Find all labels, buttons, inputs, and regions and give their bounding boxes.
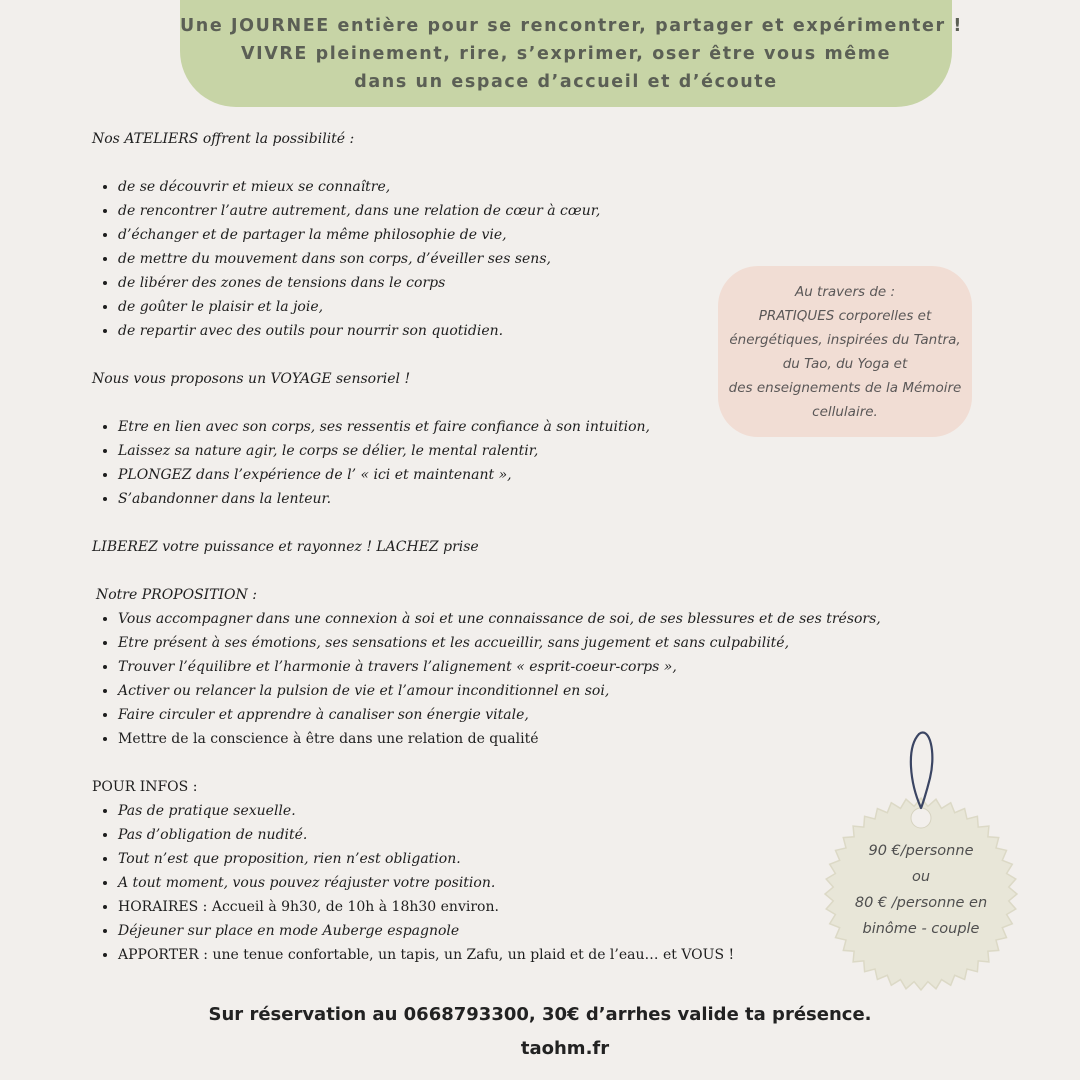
pratiques-line: énergétiques, inspirées du Tantra, [729, 331, 961, 348]
list-item: • Trouver l’équilibre et l’harmonie à travers l’alignement « esprit-coeur-corps », [118, 655, 892, 679]
banner-line-3: dans un espace d’accueil et d’écoute [354, 72, 778, 92]
list-item: • Mettre de la conscience à être dans une relation de qualité [118, 727, 892, 751]
banner-line-2: VIVRE pleinement, rire, s’exprimer, oser être vous même [240, 44, 892, 64]
list-item: • Pas de pratique sexuelle. [118, 799, 892, 823]
price-line: 80 € /personne en [854, 895, 988, 911]
list-item: • de repartir avec des outils pour nourrir son quotidien. [118, 319, 892, 343]
list-item: • Laissez sa nature agir, le corps se délier, le mental ralentir, [118, 439, 892, 463]
list-item: • de libérer des zones de tensions dans le corps [118, 271, 892, 295]
list-item: • d’échanger et de partager la même philosophie de vie, [118, 223, 892, 247]
pratiques-line: du Tao, du Yoga et [782, 355, 908, 372]
banner-line-1: Une JOURNEE entière pour se rencontrer, partager et expérimenter ! [180, 16, 963, 36]
list-item: • S’abandonner dans la lenteur. [118, 487, 892, 511]
proposition-heading: Notre PROPOSITION : [96, 587, 257, 603]
list-item: • Activer ou relancer la pulsion de vie et l’amour inconditionnel en soi, [118, 679, 892, 703]
pratiques-line: des enseignements de la Mémoire [728, 379, 962, 396]
pratiques-line: PRATIQUES corporelles et [758, 307, 932, 324]
price-line: ou [911, 869, 931, 885]
pratiques-line: cellulaire. [812, 403, 878, 420]
list-item: • Etre présent à ses émotions, ses sensations et les accueillir, sans jugement et sans culpabilité, [118, 631, 892, 655]
website-link[interactable]: taohm.fr [520, 1038, 610, 1059]
ateliers-heading: Nos ATELIERS offrent la possibilité : [92, 131, 355, 147]
list-item: • Pas d’obligation de nudité. [118, 823, 892, 847]
reservation-line: Sur réservation au 0668793300, 30€ d’arrhes valide ta présence. [208, 1004, 872, 1025]
list-item: • HORAIRES : Accueil à 9h30, de 10h à 18h30 environ. [118, 895, 892, 919]
price-line: 90 €/personne [868, 843, 974, 859]
list-item: • Tout n’est que proposition, rien n’est obligation. [118, 847, 892, 871]
list-item: • Etre en lien avec son corps, ses ressentis et faire confiance à son intuition, [118, 415, 892, 439]
header-banner [180, 0, 963, 107]
list-item: • Vous accompagner dans une connexion à soi et une connaissance de soi, de ses blessures et de ses trésors, [118, 607, 892, 631]
main-content [92, 127, 892, 967]
list-item: • de mettre du mouvement dans son corps, d’éveiller ses sens, [118, 247, 892, 271]
list-item: • de rencontrer l’autre autrement, dans une relation de cœur à cœur, [118, 199, 892, 223]
list-item: • de goûter le plaisir et la joie, [118, 295, 892, 319]
price-line: binôme - couple [862, 921, 980, 937]
price-tag [818, 728, 1028, 998]
voyage-heading: Nous vous proposons un VOYAGE sensoriel ! [92, 371, 411, 387]
list-item: • Faire circuler et apprendre à canaliser son énergie vitale, [118, 703, 892, 727]
proposition-list [92, 607, 892, 751]
list-item: • A tout moment, vous pouvez réajuster votre position. [118, 871, 892, 895]
price-text [818, 838, 1024, 942]
infos-heading: POUR INFOS : [92, 779, 198, 795]
liberez-line: LIBEREZ votre puissance et rayonnez ! LACHEZ prise [92, 539, 479, 555]
infos-list [92, 799, 892, 967]
list-item: • APPORTER : une tenue confortable, un tapis, un Zafu, un plaid et de l’eau… et VOUS ! [118, 943, 892, 967]
list-item: • Déjeuner sur place en mode Auberge espagnole [118, 919, 892, 943]
list-item: • PLONGEZ dans l’expérience de l’ « ici et maintenant », [118, 463, 892, 487]
list-item: • de se découvrir et mieux se connaître, [118, 175, 892, 199]
pratiques-line: Au travers de : [794, 283, 896, 300]
pratiques-box [718, 266, 972, 437]
